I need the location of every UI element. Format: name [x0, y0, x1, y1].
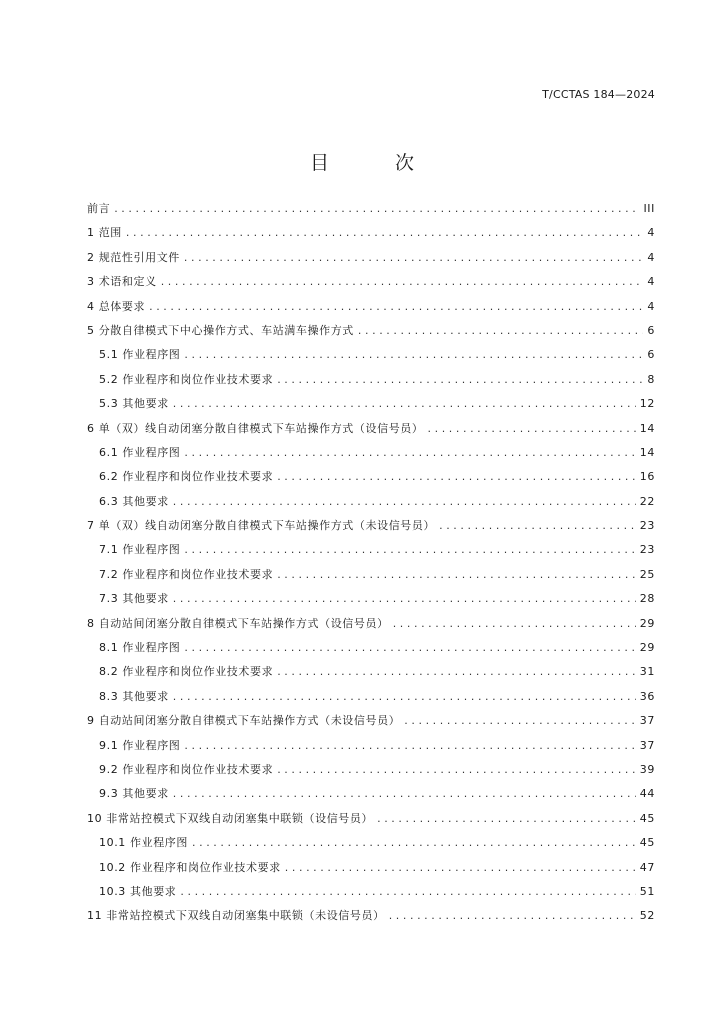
toc-entry-label: 7 单（双）线自动闭塞分散自律模式下车站操作方式（未设信号员）	[87, 519, 436, 533]
toc-entry[interactable]	[87, 444, 655, 468]
toc-entry-label: 前言	[87, 202, 111, 215]
toc-entry[interactable]	[87, 883, 655, 907]
toc-entry-label: 10.3 其他要求	[99, 884, 177, 898]
toc-entry-label: 2 规范性引用文件	[87, 250, 180, 264]
toc-entry-page: 14	[639, 421, 655, 435]
toc-entry[interactable]	[87, 468, 655, 492]
document-code: T/CCTAS 184—2024	[542, 88, 655, 101]
toc-entry[interactable]	[87, 737, 655, 761]
toc-dot-leader	[173, 592, 636, 605]
toc-entry[interactable]	[87, 566, 655, 590]
toc-entry[interactable]	[87, 590, 655, 614]
toc-entry-page: 39	[639, 762, 655, 776]
toc-entry[interactable]	[87, 298, 655, 322]
toc-entry-page: 45	[639, 836, 655, 850]
toc-entry-page: III	[643, 202, 655, 215]
toc-entry-label: 8.1 作业程序图	[99, 641, 181, 655]
toc-entry[interactable]	[87, 663, 655, 687]
toc-entry-page: 6	[647, 323, 655, 337]
toc-entry-label: 8.3 其他要求	[99, 689, 169, 703]
toc-entry-page: 12	[639, 397, 655, 411]
toc-entry-label: 6.3 其他要求	[99, 494, 169, 508]
toc-dot-leader	[393, 617, 636, 630]
toc-entry-label: 8.2 作业程序和岗位作业技术要求	[99, 665, 274, 679]
toc-entry-label: 11 非常站控模式下双线自动闭塞集中联锁（未设信号员）	[87, 909, 385, 923]
toc-dot-leader	[389, 909, 636, 922]
toc-entry-label: 7.1 作业程序图	[99, 543, 181, 557]
toc-entry-label: 8 自动站间闭塞分散自律模式下车站操作方式（设信号员）	[87, 616, 389, 630]
toc-entry[interactable]	[87, 907, 655, 931]
toc-entry-label: 6 单（双）线自动闭塞分散自律模式下车站操作方式（设信号员）	[87, 421, 424, 435]
toc-entry-page: 52	[639, 909, 655, 923]
toc-entry-page: 14	[639, 445, 655, 459]
toc-entry[interactable]	[87, 273, 655, 297]
toc-entry-label: 10 非常站控模式下双线自动闭塞集中联锁（设信号员）	[87, 811, 374, 825]
toc-entry[interactable]	[87, 517, 655, 541]
toc-entry-page: 51	[639, 884, 655, 898]
toc-dot-leader	[184, 641, 635, 654]
toc-entry-label: 4 总体要求	[87, 299, 146, 313]
toc-entry-label: 5 分散自律模式下中心操作方式、车站满车操作方式	[87, 323, 354, 337]
toc-entry-page: 16	[639, 470, 655, 484]
toc-entry-label: 10.2 作业程序和岗位作业技术要求	[99, 860, 281, 874]
toc-entry[interactable]	[87, 395, 655, 419]
toc-entry-page: 37	[639, 738, 655, 752]
toc-dot-leader	[180, 885, 635, 898]
toc-entry-page: 31	[639, 665, 655, 679]
toc-entry[interactable]	[87, 541, 655, 565]
toc-dot-leader	[184, 739, 635, 752]
toc-entry-page: 36	[639, 689, 655, 703]
toc-entry-page: 23	[639, 543, 655, 557]
toc-entry[interactable]	[87, 249, 655, 273]
toc-entry[interactable]	[87, 688, 655, 712]
toc-entry-page: 28	[639, 592, 655, 606]
toc-entry[interactable]	[87, 371, 655, 395]
toc-entry-page: 6	[647, 348, 655, 362]
toc-dot-leader	[428, 422, 636, 435]
toc-dot-leader	[173, 690, 636, 703]
toc-entry[interactable]	[87, 810, 655, 834]
toc-dot-leader	[126, 226, 643, 239]
toc-entry-label: 7.3 其他要求	[99, 592, 169, 606]
toc-dot-leader	[377, 812, 636, 825]
toc-entry-label: 9.3 其他要求	[99, 787, 169, 801]
toc-dot-leader	[192, 836, 636, 849]
toc-entry-label: 7.2 作业程序和岗位作业技术要求	[99, 567, 274, 581]
toc-entry[interactable]	[87, 493, 655, 517]
toc-entry-page: 4	[647, 275, 655, 289]
toc-entry-label: 5.1 作业程序图	[99, 348, 181, 362]
toc-entry-page: 4	[647, 299, 655, 313]
toc-entry-page: 29	[639, 641, 655, 655]
toc-entry-page: 45	[639, 811, 655, 825]
toc-entry-label: 6.1 作业程序图	[99, 445, 181, 459]
toc-entry[interactable]	[87, 834, 655, 858]
toc-entry[interactable]	[87, 420, 655, 444]
toc-entry[interactable]	[87, 615, 655, 639]
toc-entry[interactable]	[87, 639, 655, 663]
toc-entry[interactable]	[87, 859, 655, 883]
toc-dot-leader	[358, 324, 643, 337]
toc-dot-leader	[173, 397, 636, 410]
toc-dot-leader	[184, 446, 635, 459]
toc-entry-label: 1 范围	[87, 226, 122, 240]
toc-entry-label: 9.1 作业程序图	[99, 738, 181, 752]
toc-dot-leader	[277, 373, 643, 386]
toc-entry[interactable]	[87, 322, 655, 346]
page-title: 目 次	[309, 152, 445, 174]
toc-dot-leader	[173, 787, 636, 800]
toc-entry[interactable]	[87, 200, 655, 224]
toc-entry-label: 6.2 作业程序和岗位作业技术要求	[99, 470, 274, 484]
toc-dot-leader	[184, 543, 635, 556]
toc-entry-label: 9 自动站间闭塞分散自律模式下车站操作方式（未设信号员）	[87, 714, 401, 728]
toc-dot-leader	[184, 348, 643, 361]
toc-dot-leader	[114, 202, 639, 215]
toc-entry[interactable]	[87, 346, 655, 370]
table-of-contents	[87, 200, 655, 932]
toc-entry-page: 37	[639, 714, 655, 728]
toc-entry-label: 10.1 作业程序图	[99, 836, 188, 850]
toc-dot-leader	[285, 861, 636, 874]
toc-entry-page: 8	[647, 372, 655, 386]
toc-entry-label: 5.3 其他要求	[99, 397, 169, 411]
toc-dot-leader	[277, 763, 636, 776]
toc-entry-label: 5.2 作业程序和岗位作业技术要求	[99, 372, 274, 386]
toc-entry[interactable]	[87, 712, 655, 736]
toc-dot-leader	[149, 300, 643, 313]
toc-entry-page: 22	[639, 494, 655, 508]
toc-entry-page: 4	[647, 226, 655, 240]
toc-entry-page: 47	[639, 860, 655, 874]
toc-entry-page: 29	[639, 616, 655, 630]
toc-dot-leader	[404, 714, 636, 727]
toc-entry-label: 9.2 作业程序和岗位作业技术要求	[99, 762, 274, 776]
toc-entry-page: 44	[639, 787, 655, 801]
toc-dot-leader	[277, 665, 636, 678]
toc-entry[interactable]	[87, 785, 655, 809]
toc-entry-label: 3 术语和定义	[87, 275, 157, 289]
toc-entry[interactable]	[87, 224, 655, 248]
toc-entry-page: 4	[647, 250, 655, 264]
toc-dot-leader	[277, 470, 636, 483]
toc-entry-page: 25	[639, 567, 655, 581]
toc-dot-leader	[161, 275, 644, 288]
toc-dot-leader	[173, 495, 636, 508]
toc-entry-page: 23	[639, 519, 655, 533]
toc-dot-leader	[277, 568, 636, 581]
toc-entry[interactable]	[87, 761, 655, 785]
toc-dot-leader	[439, 519, 636, 532]
toc-dot-leader	[184, 251, 643, 264]
